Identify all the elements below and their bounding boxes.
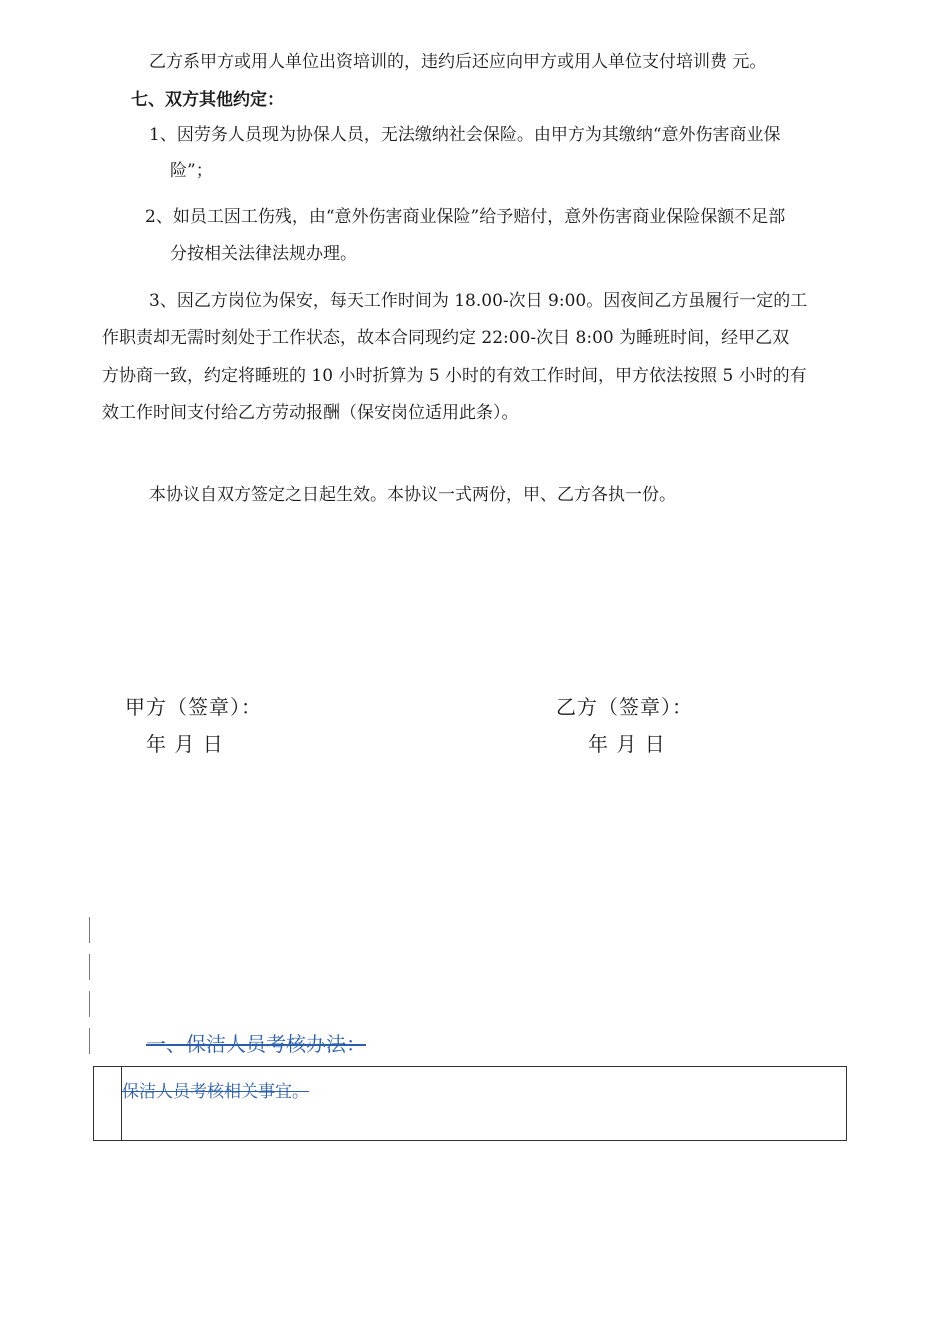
item2-line1: 2、如员工因工伤残，由“意外伤害商业保险”给予赔付，意外伤害商业保险保额不足部 <box>145 207 786 227</box>
item3-line2: 作职责却无需时刻处于工作状态，故本合同现约定 22:00-次日 8:00 为睡班时间，经甲乙双 <box>102 328 790 348</box>
deleted-heading: 一、保洁人员考核办法： <box>146 1032 366 1056</box>
item3-line4: 效工作时间支付给乙方劳动报酬（保安岗位适用此条）。 <box>102 403 519 423</box>
training-fee-line: 乙方系甲方或用人单位出资培训的，违约后还应向甲方或用人单位支付培训费 元。 <box>149 52 767 72</box>
item3-line1: 3、因乙方岗位为保安，每天工作时间为 18.00-次日 9:00。因夜间乙方虽履行一定的工 <box>149 291 808 311</box>
item3-line3: 方协商一致，约定将睡班的 10 小时折算为 5 小时的有效工作时间，甲方依法按照 5 小时的有 <box>102 366 807 386</box>
table-column-divider <box>121 1066 122 1141</box>
section7-heading: 七、双方其他约定： <box>131 90 284 110</box>
deleted-table-text: 保洁人员考核相关事宜。 <box>122 1082 309 1102</box>
revision-bar <box>89 917 90 943</box>
party-b-signature-label: 乙方（签章）： <box>556 695 693 719</box>
revision-bar <box>89 1028 90 1054</box>
revision-bar <box>89 991 90 1017</box>
party-a-signature-label: 甲方（签章）： <box>125 695 262 719</box>
item2-line2: 分按相关法律法规办理。 <box>170 244 357 264</box>
revision-bar <box>89 954 90 980</box>
effective-line: 本协议自双方签定之日起生效。本协议一式两份，甲、乙方各执一份。 <box>149 485 676 505</box>
party-a-date: 年 月 日 <box>146 732 224 756</box>
party-b-date: 年 月 日 <box>588 732 666 756</box>
deleted-table <box>93 1066 847 1141</box>
item1-line1: 1、因劳务人员现为协保人员，无法缴纳社会保险。由甲方为其缴纳“意外伤害商业保 <box>149 125 781 145</box>
item1-line2: 险”； <box>170 161 213 181</box>
